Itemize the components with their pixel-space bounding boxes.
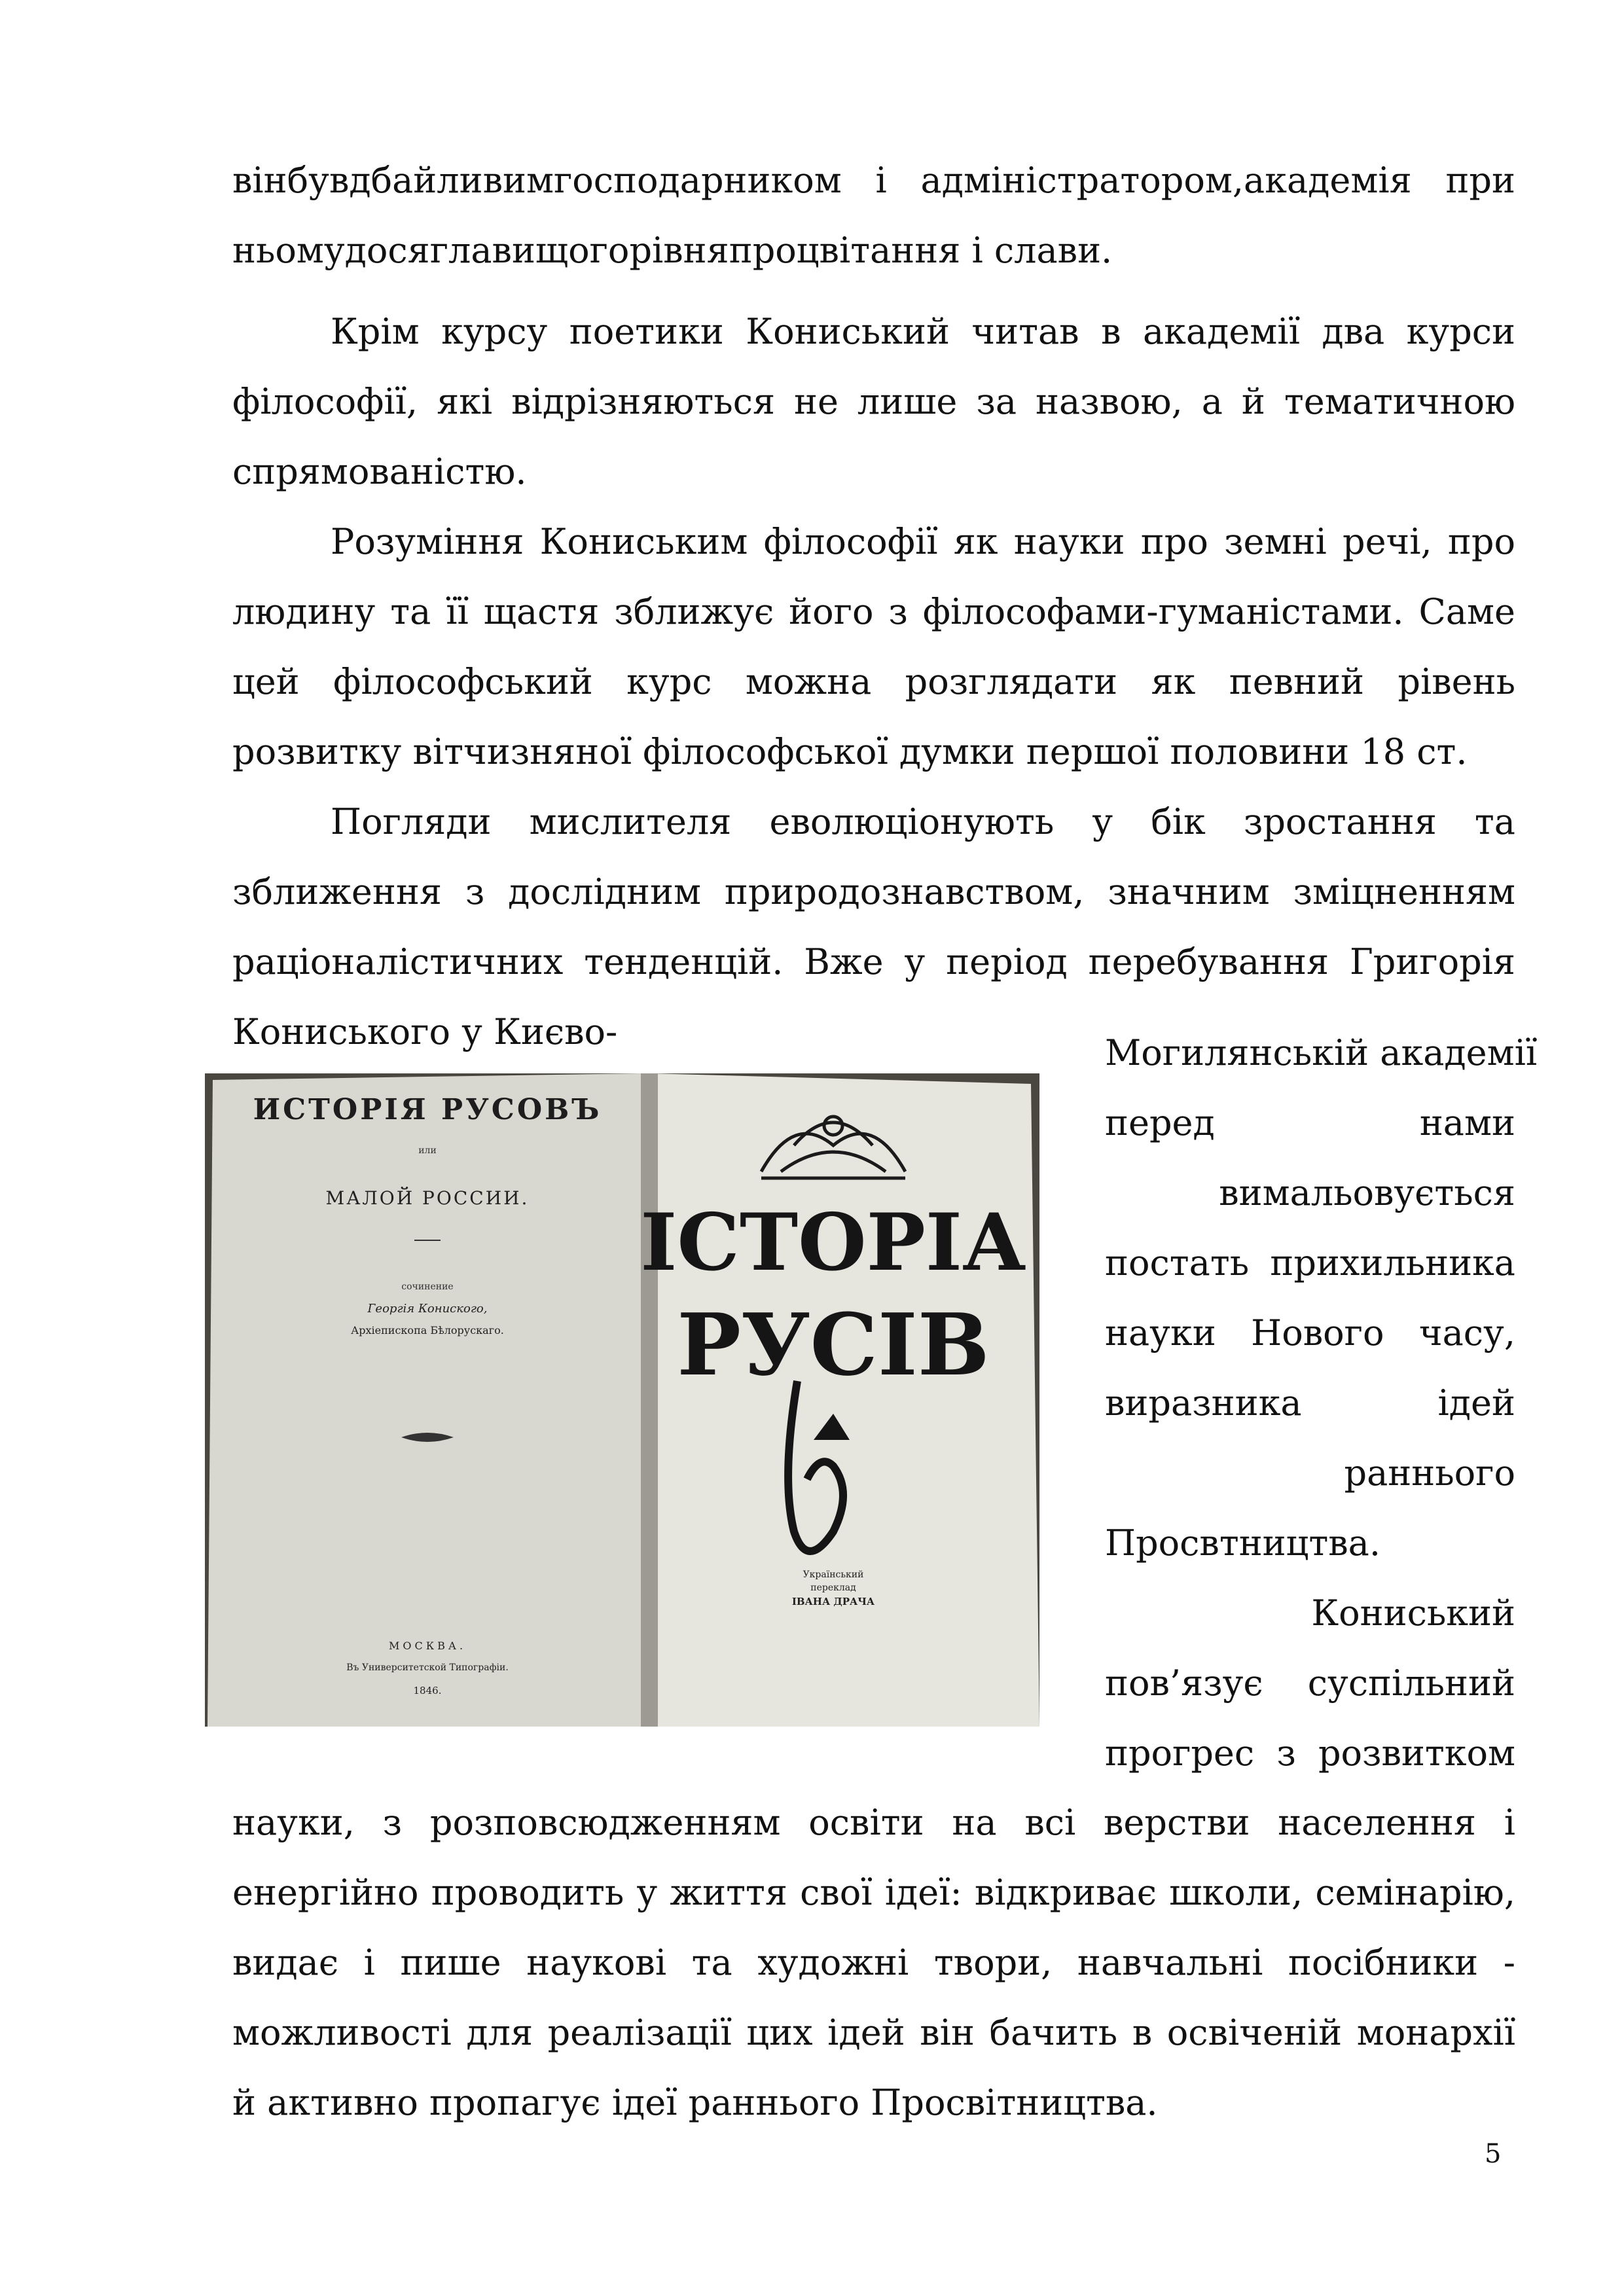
wrap-word: з <box>1276 1732 1296 1774</box>
left-page-role: Архіепископа Бѣлорускаго. <box>351 1324 504 1336</box>
wrap-line <box>1105 1228 1515 1298</box>
wrap-word: науки <box>1105 1312 1216 1354</box>
wrap-line <box>1105 1718 1515 1788</box>
body-text-bottom <box>232 1787 1515 2138</box>
wrap-line <box>1105 1508 1515 1578</box>
left-page-year: 1846. <box>413 1685 442 1696</box>
wrap-line <box>1105 1018 1538 1088</box>
left-page-subtitle: МАЛОЙ РОССИИ. <box>325 1187 530 1209</box>
wrap-line <box>1105 1438 1515 1508</box>
book-photo <box>205 1073 1039 1727</box>
wrap-word: суспільний <box>1307 1662 1515 1704</box>
wrap-word: прихильника <box>1270 1242 1515 1283</box>
wrap-word: постать <box>1105 1242 1250 1283</box>
paragraph-2: Крім курсу поетики Кониський читав в академії два курси філософії, які відрізняються не лише за назвою, а й тематичною спрямованістю. <box>232 311 1515 492</box>
wrap-word: часу, <box>1418 1312 1515 1354</box>
wrap-word: раннього <box>1344 1452 1515 1494</box>
paragraph-5: науки, з розповсюдженням освіти на всі верстви населення і енергійно проводить у життя свої ідеї: відкриває школи, семінарію, видає і пише наукові та художні твори, навчальні посібники - можливості для реалізації цих ідей він бачить в освіченій монархії й активно пропагує ідеї раннього Просвітництва. <box>232 1802 1515 2123</box>
wrap-word: Просвтництва. <box>1105 1522 1381 1564</box>
wrap-line <box>1105 1158 1515 1228</box>
wrap-line <box>1105 1088 1515 1158</box>
wrap-word: ідей <box>1437 1382 1515 1424</box>
left-page-city: МОСКВА. <box>388 1640 467 1652</box>
wrap-word: вимальовується <box>1219 1172 1515 1213</box>
body-text-top <box>232 145 1515 1067</box>
right-page-title-1: ІСТОРІА <box>640 1196 1026 1289</box>
page-number: 5 <box>1485 2139 1502 2169</box>
right-page-caption-1: Український <box>803 1570 864 1580</box>
left-page-ili: или <box>418 1145 437 1156</box>
wrap-word: перед <box>1105 1102 1215 1143</box>
paragraph-3: Розуміння Кониським філософії як науки про земні речі, про людину та її щастя зближує його з філософами-гуманістами. Саме цей філософський курс можна розглядати як певний рівень розвитку вітчизняної філософської думки першої половини 18 ст. <box>232 521 1515 772</box>
left-page-press: Въ Университетской Типографіи. <box>346 1662 509 1673</box>
wrap-word: пов’язує <box>1105 1662 1263 1704</box>
paragraph-4: Погляди мислителя еволюціонують у бік зростання та зближення з дослідним природознавством, значним зміцненням раціоналістичних тенденцій. Вже у період перебування Григорія Кониського у Києво- <box>232 801 1515 1052</box>
left-book-page <box>208 1073 649 1727</box>
right-page-title-2: РУСІВ <box>677 1295 990 1395</box>
wrap-line <box>1105 1298 1515 1368</box>
wrap-line <box>1105 1578 1515 1648</box>
wrap-word: Нового <box>1251 1312 1384 1354</box>
wrap-word: прогрес <box>1105 1732 1255 1774</box>
wrap-word: виразника <box>1105 1382 1302 1424</box>
book-spine <box>641 1073 658 1727</box>
wrap-word: розвитком <box>1318 1732 1515 1774</box>
wrap-word: Могилянській академії <box>1105 1032 1538 1073</box>
left-page-title: ИСТОРІЯ РУСОВЪ <box>253 1093 602 1126</box>
left-page-soch: сочинение <box>401 1282 454 1292</box>
wrap-word: Кониський <box>1311 1592 1515 1634</box>
wrap-line <box>1105 1368 1515 1438</box>
right-book-page <box>650 1073 1039 1727</box>
wrap-line <box>1105 1648 1515 1718</box>
wrap-word: нами <box>1419 1102 1515 1143</box>
right-page-caption-3: ІВАНА ДРАЧА <box>791 1596 875 1607</box>
left-page-author: Георгія Кониского, <box>367 1302 488 1316</box>
paragraph-1: вінбувдбайливимгосподарником і адміністратором,академія при ньомудосяглавищогорівняпроцвітання і слави. <box>232 160 1515 271</box>
wrapped-text-column <box>1105 1018 1538 1788</box>
right-page-caption-2: переклад <box>810 1583 856 1593</box>
